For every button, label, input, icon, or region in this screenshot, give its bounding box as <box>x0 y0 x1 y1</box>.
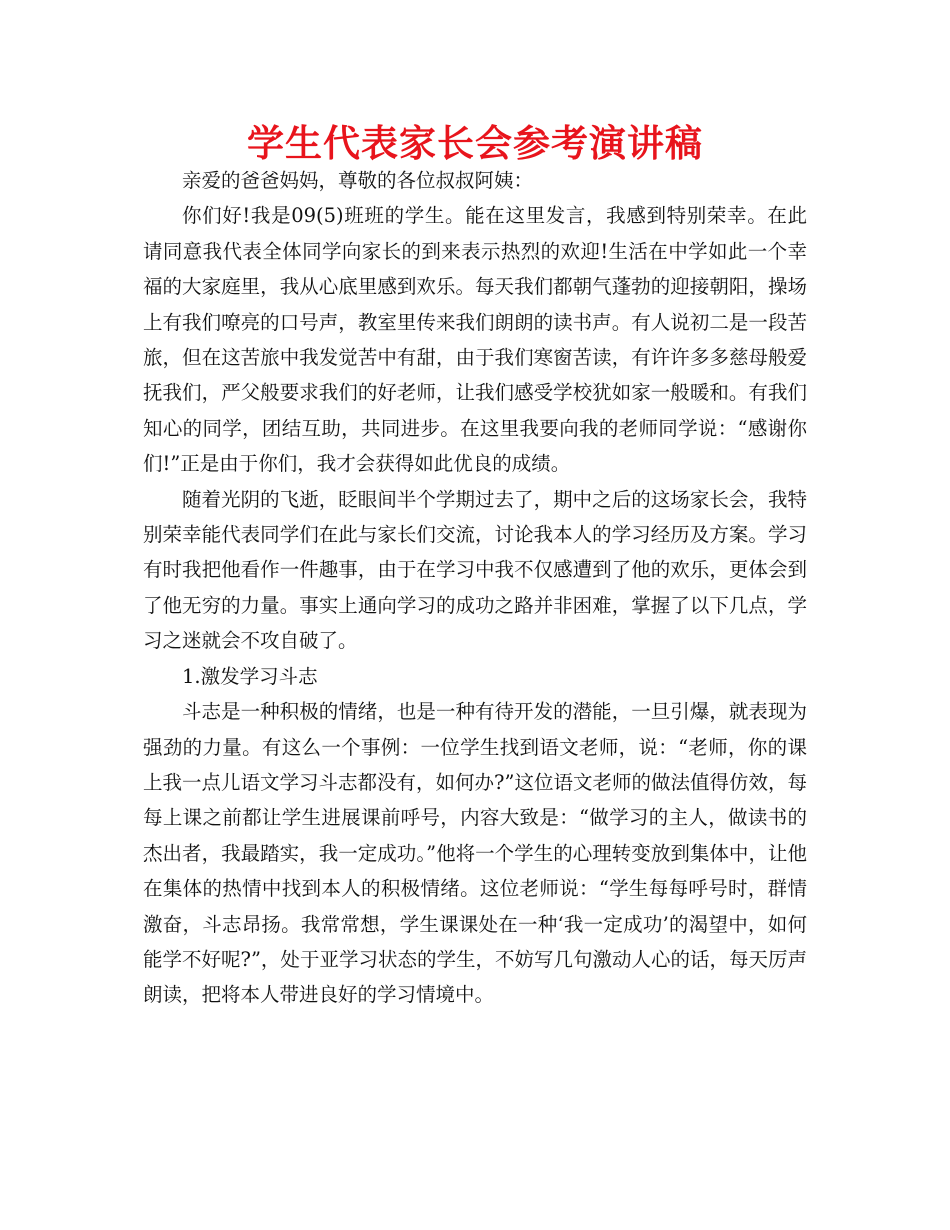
paragraph-motivation: 斗志是一种积极的情绪，也是一种有待开发的潜能，一旦引爆，就表现为强劲的力量。有这么一个事例：一位学生找到语文老师，说：“老师，你的课上我一点儿语文学习斗志都没有，如何办?”这位语文老师的做法值得仿效，每每上课之前都让学生进展课前呼号，内容大致是：“做学习的主人，做读书的杰出者，我最踏实，我一定成功。”他将一个学生的心理转变放到集体中，让他在集体的热情中找到本人的积极情绪。这位老师说：“学生每每呼号时，群情激奋，斗志昂扬。我常常想，学生课课处在一种‘我一定成功’的渴望中，如何能学不好呢?”，处于亚学习状态的学生，不妨写几句激动人心的话，每天厉声朗读，把将本人带进良好的学习情境中。 <box>143 700 807 1007</box>
paragraph-learning-experience: 随着光阴的飞逝，眨眼间半个学期过去了，期中之后的这场家长会，我特别荣幸能代表同学们在此与家长们交流，讨论我本人的学习经历及方案。学习有时我把他看作一件趣事，由于在学习中我不仅感遭到了他的欢乐，更体会到了他无穷的力量。事实上通向学习的成功之路并非困难，掌握了以下几点，学习之迷就会不攻自破了。 <box>143 487 807 653</box>
section-heading: 1.激发学习斗志 <box>182 664 318 688</box>
paragraph-introduction: 你们好!我是09(5)班班的学生。能在这里发言，我感到特别荣幸。在此请同意我代表全体同学向家长的到来表示热烈的欢迎!生活在中学如此一个幸福的大家庭里，我从心底里感到欢乐。每天我们都朝气蓬勃的迎接朝阳，操场上有我们嘹亮的口号声，教室里传来我们朗朗的读书声。有人说初二是一段苦旅，但在这苦旅中我发觉苦中有甜，由于我们寒窗苦读，有许许多多慈母般爱抚我们，严父般要求我们的好老师，让我们感受学校犹如家一般暖和。有我们知心的同学，团结互助，共同进步。在这里我要向我的老师同学说：“感谢你们!”正是由于你们，我才会获得如此优良的成绩。 <box>143 204 807 476</box>
paragraph-greeting: 亲爱的爸爸妈妈，尊敬的各位叔叔阿姨： <box>182 169 534 192</box>
document-body <box>143 163 807 1013</box>
document-title: 学生代表家长会参考演讲稿 <box>247 122 703 165</box>
